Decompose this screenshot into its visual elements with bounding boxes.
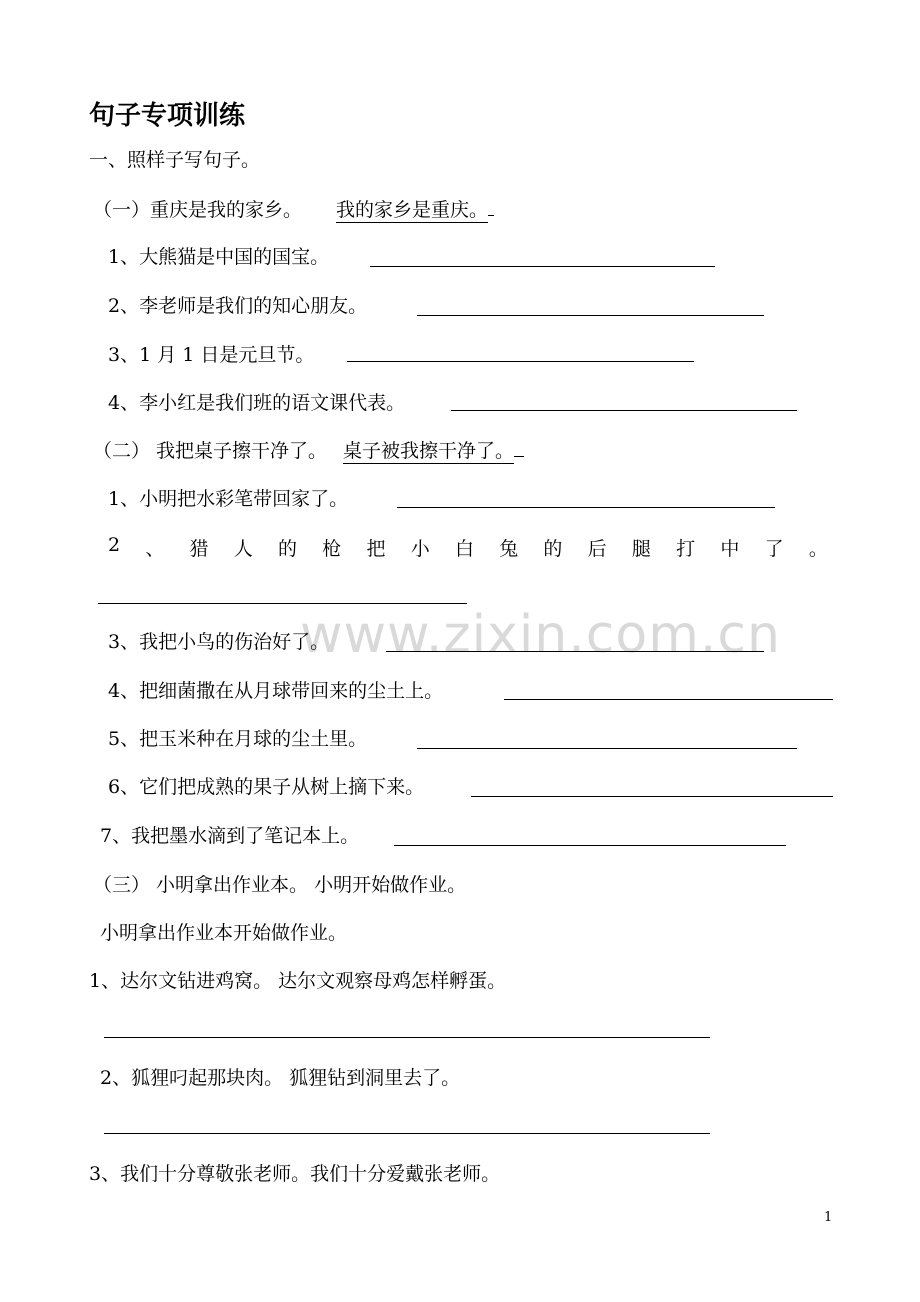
page-number: 1 [824,1210,833,1225]
char: 的 [543,538,563,560]
exercise-item: 1、大熊猫是中国的国宝。 [108,246,330,268]
char: 的 [278,538,298,560]
page-title: 句子专项训练 [89,101,246,131]
part-b-prompt [93,439,524,463]
section-heading: 一、照样子写句子。 [89,149,261,171]
exercise-item: 2、狐狸叼起那块肉。 狐狸钻到洞里去了。 [100,1067,461,1089]
exercise-item: 4、李小红是我们班的语文课代表。 [108,392,406,414]
exercise-item-spaced [108,534,828,561]
answer-line[interactable] [397,507,775,508]
char: 后 [587,538,607,560]
answer-line[interactable] [504,699,833,700]
answer-line[interactable] [417,315,764,316]
exercise-item: 4、把细菌撒在从月球带回来的尘土上。 [108,680,444,702]
char: 猎 [189,538,209,560]
char: 小 [410,538,430,560]
exercise-item: 6、它们把成熟的果子从树上摘下来。 [108,776,425,798]
part-b-label: （二） 我把桌子擦干净了。 [93,440,328,462]
answer-line[interactable] [417,748,797,749]
part-a-prompt [93,198,494,222]
part-a-label: （一）重庆是我的家乡。 [93,199,303,221]
part-a-example: 我的家乡是重庆。 [336,199,489,221]
exercise-item: 3、1 月 1 日是元旦节。 [108,344,315,366]
answer-line[interactable] [394,845,786,846]
answer-line[interactable] [471,796,833,797]
char: 了 [764,538,784,560]
exercise-item: 5、把玉米种在月球的尘土里。 [108,728,368,750]
char: 腿 [631,538,651,560]
answer-line[interactable] [98,603,467,604]
char: 人 [233,538,253,560]
answer-line[interactable] [347,361,694,362]
exercise-item: 7、我把墨水滴到了笔记本上。 [100,825,360,847]
answer-line[interactable] [386,651,764,652]
char: 、 [145,538,165,560]
char: 把 [366,538,386,560]
char: 兔 [499,538,519,560]
part-c-prompt: （三） 小明拿出作业本。 小明开始做作业。 [93,874,467,896]
char: 白 [454,538,474,560]
answer-line[interactable] [104,1037,710,1038]
exercise-item: 1、达尔文钻进鸡窝。 达尔文观察母鸡怎样孵蛋。 [89,970,507,992]
part-c-example: 小明拿出作业本开始做作业。 [100,922,348,944]
answer-line[interactable] [104,1133,710,1134]
exercise-item: 3、我们十分尊敬张老师。我们十分爱戴张老师。 [89,1163,501,1185]
char: 。 [808,538,828,560]
exercise-item: 1、小明把水彩笔带回家了。 [108,488,349,510]
exercise-item: 2、李老师是我们的知心朋友。 [108,295,368,317]
watermark: www.zixin.com.cn [300,605,781,665]
answer-line[interactable] [451,410,797,411]
char: 打 [676,538,696,560]
exercise-item: 3、我把小鸟的伤治好了。 [108,631,330,653]
char: 2 [108,534,121,556]
answer-line[interactable] [370,266,715,267]
char: 枪 [322,538,342,560]
char: 中 [720,538,740,560]
part-b-example: 桌子被我擦干净了。 [343,440,515,462]
